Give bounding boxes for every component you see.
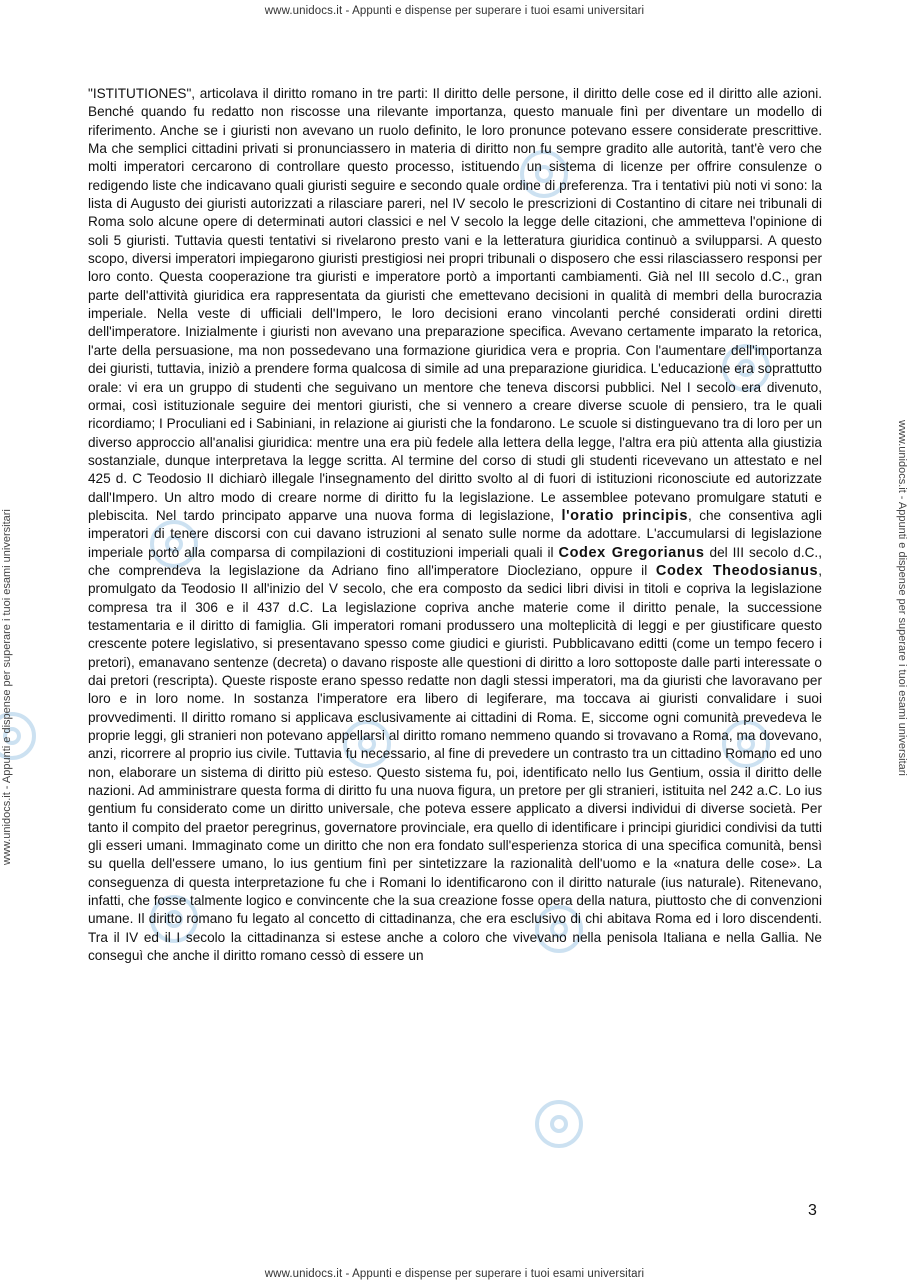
body-text-part2: , che consentiva agli imperatori di tenere discorsi con cui davano istruzioni al senato sulle norme da adottare. L'accumularsi di legislazione imperiale portò alla comparsa di compilazioni di costituzioni imperiali quali il	[88, 507, 822, 560]
side-watermark-right: www.unidocs.it - Appunti e dispense per superare i tuoi esami universitari	[896, 420, 908, 776]
page-header: www.unidocs.it - Appunti e dispense per superare i tuoi esami universitari	[264, 5, 645, 17]
body-text-part4: , promulgato da Teodosio II all'inizio del V secolo, che era composto da sedici libri divisi in titoli e copriva la legislazione compresa tra il 306 e il 437 d.C. La legislazione copriva anche materie come il diritto penale, la successione testamentaria e il diritto di famiglia. Gli imperatori romani produssero una molteplicità di leggi e per giustificare questo crescente potere legislativo, si presentavano spesso come giudici e giuristi. Pubblicavano editti (come un tempo fecero i pretori), emanavano sentenze (decreta) o davano risposte alle questioni di diritto a loro sottoposte dalle parti interessate o dai pretori (rescripta). Queste risposte erano spesso redatte non dagli stessi imperatori, ma da giuristi che lavoravano per loro e in loro nome. In sostanza l'imperatore era libero di legiferare, ma toccava ai giuristi convalidare i suoi provvedimenti. Il diritto romano si applicava esclusivamente ai cittadini di Roma. E, siccome ogni comunità prevedeva le proprie leggi, gli stranieri non potevano appellarsi al diritto romano nemmeno quando si trovavano a Roma, ma dovevano, anzi, ricorrere al proprio ius civile. Tuttavia fu necessario, al fine di prevedere un contrasto tra un cittadino Romano ed uno non, elaborare un sistema di diritto più esteso. Questo sistema fu, poi, identificato nello Ius Gentium, ossia il diritto delle nazioni. Ad amministrare questa forma di diritto fu una nuova figura, un pretore per gli stranieri, istituita nel 242 a.C. Lo ius gentium fu considerato come un diritto universale, che poteva essere applicato a diversi individui di diverse società. Per tanto il compito del praetor peregrinus, governatore provinciale, era quello di identificare i principi giuridici condivisi da tutti gli esseri umani. Immaginato come un diritto che non era fondato sull'esperienza storica di una specifica comunità, bensì su quella dell'essere umano, lo ius gentium finì per sintetizzare la razionalità dell'uomo e la «natura delle cose». La conseguenza di questa interpretazione fu che i Romani lo identificarono con il diritto naturale (ius naturale). Ritenevano, infatti, che fosse talmente logico e convincente che la sua creazione fosse opera della natura, piuttosto che di convenzioni umane. Il diritto romano fu legato al concetto di cittadinanza, che era esclusivo di chi abitava Roma ed i loro discendenti. Tra il IV ed il I secolo la cittadinanza si estese anche a coloro che vivevano nella penisola Italiana e nella Gallia. Ne conseguì che anche il diritto romano cessò di essere un	[88, 562, 822, 964]
body-text-part1: "ISTITUTIONES", articolava il diritto romano in tre parti: Il diritto delle persone, il diritto delle cose ed il diritto alle azioni. Benché quando fu redatto non riscosse una rilevante importanza, questo manuale finì per diventare un modello di riferimento. Anche se i giuristi non avevano un ruolo definito, le loro pronunce potevano essere considerate prescrittive. Ma che semplici cittadini privati si pronunciassero in materia di diritto non fu sempre gradito alle autorità, tant'è vero che molti imperatori cercarono di controllare questo processo, istituendo un sistema di licenze per offrire consulenze o redigendo liste che indicavano quali giuristi seguire e secondo quale ordine di preferenza. Tra i tentativi più noti vi sono: la lista di Augusto dei giuristi autorizzati a rilasciare pareri, nel IV secolo le prescrizioni di Costantino di citare nei tribunali di Roma solo alcune opere di determinati autori classici e nel V secolo la legge delle citazioni, che ammetteva l'opinione di soli 5 giuristi. Tuttavia questi tentativi si rivelarono presto vani e la letteratura giuridica continuò a svilupparsi. A questo scopo, diversi imperatori impiegarono giuristi prestigiosi nei propri tribunali o disposero che essi rilasciassero responsi per loro conto. Questa cooperazione tra giuristi e imperatore portò a importanti cambiamenti. Già nel III secolo d.C., gran parte dell'attività giuridica era rappresentata da giuristi che emettevano decisioni in qualità di membri della burocrazia imperiale. Nella veste di ufficiali dell'Impero, le loro decisioni erano vincolanti perché considerati ordini diretti dell'imperatore. Inizialmente i giuristi non avevano una preparazione specifica. Avevano certamente imparato la retorica, l'arte della persuasione, ma non possedevano una formazione giuridica vera e propria. Con l'aumentare dell'importanza dei giuristi, tuttavia, iniziò a prendere forma qualcosa di simile ad una preparazione giuridica. L'educazione era soprattutto orale: vi era un gruppo di studenti che seguivano un mentore che teneva discorsi pubblici. Nel I secolo era divenuto, ormai, così istituzionale seguire dei mentori giuristi, che si vennero a creare diverse scuole di pensiero, tra le quali ricordiamo; I Proculiani ed i Sabiniani, in relazione ai giuristi che la fondarono. Le scuole si distinguevano tra di loro per un diverso approccio all'analisi giuridica: mentre una era più fedele alla lettera della legge, l'altra era più attenta alla giustizia sostanziale, dunque interpretava la legge scritta. Al termine del corso di studi gli studenti ricevevano un attestato e nel 425 d. C Teodosio II dichiarò illegale l'insegnamento del diritto svolto al di fuori di istituzioni riconosciute ed autorizzate dall'Impero. Un altro modo di creare norme di diritto fu la legislazione. Le assemblee potevano promulgare statuti e plebiscita. Nel tardo principato apparve una nuova forma di legislazione,	[88, 86, 822, 523]
term-codex-theodosianus: Codex Theodosianus	[655, 562, 819, 579]
page-footer: www.unidocs.it - Appunti e dispense per superare i tuoi esami universitari	[264, 1268, 645, 1280]
body-paragraph	[88, 85, 822, 1195]
term-codex-gregorianus: Codex Gregorianus	[558, 544, 705, 561]
term-oratio-principis: l'oratio principis	[561, 507, 689, 524]
body-text-part3: del III secolo d.C., che comprendeva la legislazione da Adriano fino all'imperatore Diocleziano, oppure il	[88, 544, 822, 578]
page-number: 3	[808, 1202, 817, 1219]
